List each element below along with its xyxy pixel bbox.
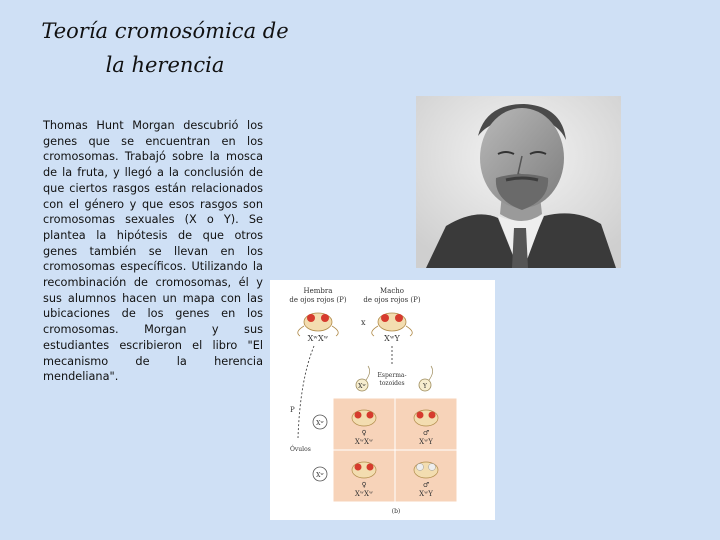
cell-3-genotype: XʷXʷ xyxy=(354,490,374,498)
egg-allele-bottom: Xʷ xyxy=(316,472,324,479)
male-fly-icon xyxy=(372,313,413,336)
cell-3-sex: ♀ xyxy=(361,481,367,489)
cell-2-sex: ♂ xyxy=(422,429,430,437)
sperm-allele-right: Y xyxy=(423,383,427,390)
cell-4-sex: ♂ xyxy=(422,481,430,489)
portrait-illustration xyxy=(416,96,621,268)
inheritance-diagram xyxy=(270,280,495,520)
figure-label: (b) xyxy=(391,508,401,515)
female-label-1: Hembra xyxy=(303,287,333,295)
sperm-allele-left: Xʷ xyxy=(358,383,366,390)
title-line-2: la herencia xyxy=(105,53,225,77)
cell-1-genotype: XʷXʷ xyxy=(354,438,374,446)
drosophila-cross-figure xyxy=(270,280,495,520)
cell-2-genotype: XʷY xyxy=(419,438,433,446)
female-fly-icon xyxy=(298,313,339,336)
body-paragraph: Thomas Hunt Morgan descubrió los genes que se encuentran en los cromosomas. Trabajó sobre la mosca de la fruta, y llegó a la conclusión de que ciertos rasgos están relacionados con el género y que esos rasgos son cromosomas sexuales (X o Y). Se plantea la hipótesis de que otros genes también se llevan en los cromosomas específicos. Utilizando la recombinación de cromosomas, él y sus alumnos hacen un mapa con las ubicaciones de los genes en los cromosomas. Morgan y sus estudiantes escribieron el libro "El mecanismo de la herencia mendeliana". xyxy=(43,119,263,384)
sperm-label-1: Esperma- xyxy=(377,372,407,379)
male-label-2: de ojos rojos (P) xyxy=(363,296,421,304)
egg-arrow xyxy=(298,346,314,438)
egg-allele-top: Xʷ xyxy=(316,420,324,427)
cell-4-genotype: XʷY xyxy=(419,490,433,498)
sperm-label-2: tozoides xyxy=(379,380,405,387)
slide-title xyxy=(0,14,330,82)
female-label-2: de ojos rojos (P) xyxy=(289,296,347,304)
morgan-portrait-photo xyxy=(416,96,621,268)
gametes-label: Óvulos xyxy=(290,446,311,453)
cell-1-sex: ♀ xyxy=(361,429,367,437)
punnett-square xyxy=(333,398,457,502)
male-label-1: Macho xyxy=(380,287,404,295)
p-label: P xyxy=(290,406,295,414)
title-line-1: Teoría cromosómica de xyxy=(41,19,289,43)
male-genotype: XʷY xyxy=(384,334,400,343)
cross-symbol: x xyxy=(361,318,366,327)
female-genotype: XʷXʷ xyxy=(307,334,329,343)
